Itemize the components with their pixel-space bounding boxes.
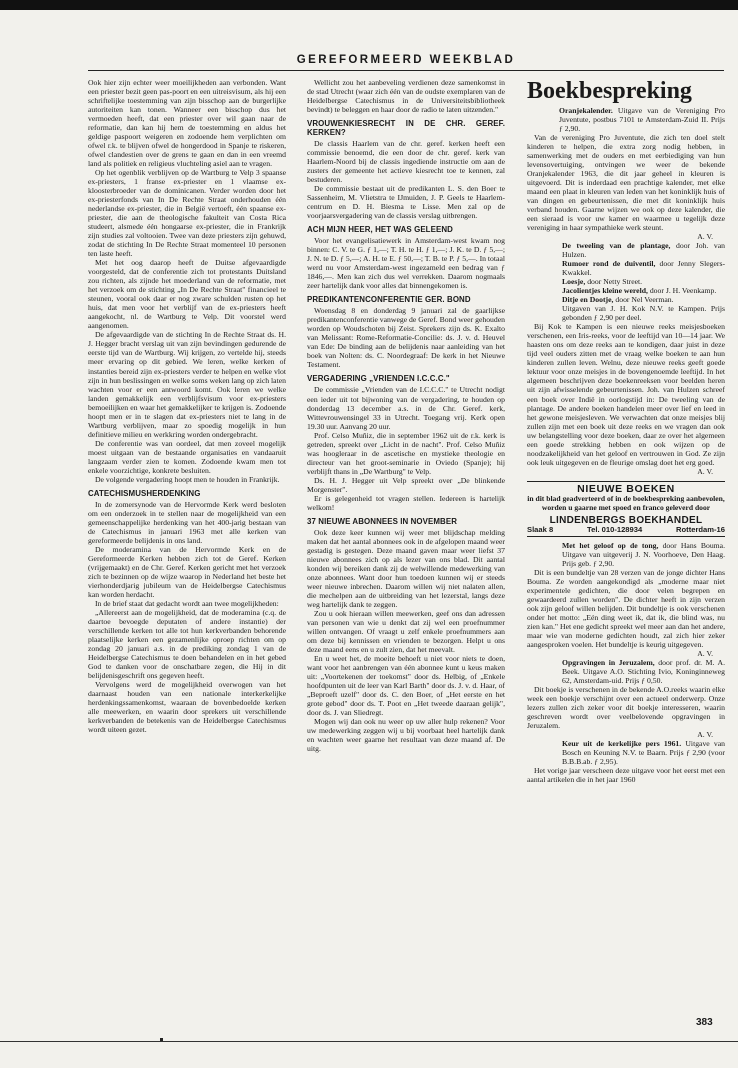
paragraph: De conferentie was van oordeel, dat men zoveel mogelijk moest uitgaan van de bestaande organisaties en vandaaruit langzaam verder zien te komen. Zodoende kwam men tot enkele voorzichtige, konkrete besluiten. (88, 438, 286, 475)
book-title: De tweeling van de plantage, (562, 241, 671, 251)
page-number: 383 (696, 1017, 713, 1028)
book-entry (527, 286, 725, 295)
paragraph: In de zomersynode van de Hervormde Kerk werd besloten om een onderzoek in te stellen naar de mogelijkheid van een gemeenschappelijke herdenking van het 400-jarig bestaan van de Catechismus in januari 1963 met alle kerken van gereformeerde belijdenis in ons land. (88, 499, 286, 545)
book-details: Uitgave van Bosch en Keuning N.V. te Baarn. Prijs ƒ 2,90 (voor B.B.B.ab. ƒ 2,95). (562, 739, 725, 767)
book-entry (527, 241, 725, 259)
section-heading: VROUWENKIESRECHT IN DE CHR. GEREF. KERKEN? (307, 119, 505, 138)
address-phone: Tel. 010-128934 (587, 524, 643, 534)
paragraph: In de brief staat dat gedacht wordt aan twee mogelijkheden: (95, 598, 279, 608)
bottom-rule (0, 1041, 738, 1042)
section-heading: ACH MIJN HEER, HET WAS GELEEND (307, 225, 453, 235)
paragraph: De commissie „Vrienden van de I.C.C.C." te Utrecht nodigt een ieder uit tot bijwoning van de vergadering, te houden op donderdag 13 december a.s. in de Chr. Geref. kerk, Wittevrouwensingel 33 in Utrecht. Toegang vrij. Kerk open 19.30 uur. Aanvang 20 uur. (307, 385, 505, 431)
book-entry (527, 277, 725, 286)
publisher-info: Uitgaven van J. H. Kok N.V. te Kampen. Prijs gebonden ƒ 2,90 per deel. (562, 304, 725, 323)
paragraph: De afgevaardigde van de stichting In de Rechte Straat ds. H. J. Hegger bracht verslag uit van zijn bevindingen gedurende de eerste tijd van de Wartburg. Wij krijgen, zo vertelde hij, steeds meer ervaring op dit gebied. We leren, welke kerken of instanties bereid zijn ex-priesters verder te helpen en welke vlot zijn in hun beslissingen en welke soms weken lang op zich laten wachten voor er een antwoord komt. Ook leren we welke landen gemakkelijk een verblijfsvisum voor ex-priesters bemoeilijken en waar het gemakkelijker te krijgen is. Zodoende hoopt men er in te slagen dat ex-priesters niet te lang in de Wartburg verblijven, maar zo spoedig mogelijk in hun definitieve milieu en werkkring worden ondergebracht. (88, 330, 286, 439)
paragraph: Van de vereniging Pro Juventute, die zich ten doel stelt kinderen te helpen, die extra zorg nodig hebben, in samenwerking met de ouders en met eerbiediging van hun levensovertuiging, ontvingen we weer de bekende Oranjekalender 1963, die dit jaar geheel in kleuren is uitgevoerd. Dit is inderdaad een prachtige kalender, met elke maand een plaat in kleuren van leden van het koninklijk huis of van dingen en gebeurtenissen, die met dit koninklijk huis verband houden. Gaarne wijzen we ook op deze kalender, die een sieraad is voor uw kamer en waarmee u tegelijk deze vereniging in haar sympathieke werk steunt. (527, 133, 725, 233)
paragraph: „Allereerst aan de mogelijkheid, dat de moderamina (c.q. de daartoe bevoegde deputaten of andere instantie) der verschillende kerken tot alle tot hun kerkverbanden behorende plaatselijke kerken een gezamenlijke oproep richten om op zondag 20 januari a.s. in de prediking zondag 1 van de Heidelbergse Catechismus te doen behandelen en in het gebed God te danken voor de onschatbare zegen, die Hij in dit belijdenisgeschrift ons gegeven heeft. (88, 607, 286, 681)
paragraph: Ook deze keer kunnen wij weer met blijdschap melding maken dat het aantal abonnees ook in de afgelopen maand weer gestadig is gestegen. Deze maand gaven maar weer liefst 37 nieuwe abonnees zich op als lezer van ons blad. Dit aantal konden wij bereiken dank zij de welwillende medewerking van onze abonnees. Want door hun toedoen kunnen wij er steeds weer nieuwe inbrechen. Daarom willen wij niet nalaten allen, die mechelpen aan de uitbreiding van het lezerstal, langs deze weg hartelijk dank te zeggen. (307, 527, 505, 609)
paragraph: Ds. H. J. Hegger uit Velp spreekt over „De blinkende Morgenster". (307, 475, 505, 494)
column-3 (527, 78, 725, 784)
section-heading: PREDIKANTENCONFERENTIE GER. BOND (307, 295, 471, 305)
paragraph: Er is gelegenheid tot vragen stellen. Iedereen is hartelijk welkom! (307, 493, 505, 512)
paragraph: De volgende vergadering hoopt men te houden in Frankrijk. (95, 474, 280, 484)
book-entry (527, 541, 725, 568)
book-title: Met het geloof op de tong, (562, 540, 659, 550)
running-header: GEREFORMEERD WEEKBLAD (296, 54, 516, 66)
book-author: door Joh. van Hulzen. (562, 241, 725, 260)
address-city: Rotterdam-16 (676, 524, 725, 534)
paragraph: Dit boekje is verschenen in de bekende A.O.reeks waarin elke week een boekje verschijnt over een actueel onderwerp. Onze lezers zullen zich zeker voor dit boekje interesseren, waarin geschreven wordt over veelbelovende opgravingen in Jeruzalem. (527, 684, 725, 731)
scan-mark (160, 1038, 163, 1041)
book-details: door Hans Bouma. Uitgave van uitgeverij J. N. Voorhoeve, Den Haag. Prijs geb. ƒ 2,90. (562, 540, 725, 568)
header-rule (88, 70, 724, 71)
book-author: door Netty Street. (585, 277, 643, 287)
book-title: Jacolientjes kleine wereld, (562, 286, 648, 296)
citation-details: Uitgave van de Vereniging Pro Juventute, postbus 7101 te Amsterdam-Zuid II. Prijs ƒ 2,90. (559, 106, 725, 134)
signature: A. V. (697, 730, 713, 740)
bookshop-address (527, 525, 725, 537)
column-2 (307, 78, 505, 753)
book-entry (527, 259, 725, 277)
paragraph: Het vorige jaar verscheen deze uitgave voor het eerst met een aantal artikelen die in het jaar 1960 (527, 766, 725, 785)
address-street: Slaak 8 (527, 524, 554, 534)
paragraph: Met het oog daarop heeft de Duitse afgevaardigde voorgesteld, dat de conferentie zich tot protestants Duitsland zou richten, als zijnde het moederland van de reformatie, met het verzoek om de stichting „In De Rechte Straat" financieel te steunen, vooral ook daar er nog zware schulden rusten op het huis, dat men voor het verblijf van de ex-priesters heeft aangekocht, nl. de Wartburg te Velp. Dit voorstel werd aangenomen. (88, 258, 286, 331)
paragraph-text: Mogen wij dan ook nu weer op uw aller hulp rekenen? Voor uw medewerking zeggen wij u bij voorbaat heel hartelijk dank en wachten weer gaarne het resultaat van deze maand af. (307, 717, 505, 745)
paragraph: Voor het evangelisatiewerk in Amsterdam-west kwam nog binnen: C. V. te G. ƒ 1,—; T. H. te H. ƒ 1,—; J. K. te D. ƒ 5,—; J. N. te D. ƒ 5,—; A. H. te E. ƒ 50,—; T. B. te P. ƒ 5,—. In totaal werd nu voor Amsterdam-west ingezameld een bedrag van ƒ 1846,—. Men kan zich dus wel verrekken. Daarom nogmaals zeer hartelijk dank voor alles dat binnengekomen is. (307, 236, 505, 291)
column-1 (88, 78, 286, 734)
signature: A. V. (697, 466, 713, 476)
book-title: Loesje, (562, 277, 586, 287)
top-edge-bar (0, 0, 738, 10)
paragraph: Ook hier zijn echter weer moeilijkheden aan verbonden. Want een priester bezit geen pas-poort en een uitreisvisum, als hij een schriftelijke toestemming van zijn bisschop aan de burgerlijke autoriteiten kan tonen. Wanneer een bisschop dus het vermoeden heeft, dat een priester over wil gaan naar de reformatie, dan kan hij hem de toestemming en aldus het geldige paspoort weigeren en zodoende hem verplichten om ofwel r.k. te blijven ofwel de hongerdood in Spanje te riskeren, ofwel clandestien over de grens te gaan en dan in een vreemd land als politiek en religieus vluchteling asiel aan te vragen. (88, 78, 286, 169)
signature: A. V. (697, 648, 713, 658)
book-entry (527, 739, 725, 766)
bookshop-name: LINDENBERGS BOEKHANDEL (549, 514, 703, 526)
review-citation (527, 106, 725, 133)
book-author: door J. H. Veenkamp. (647, 286, 717, 296)
book-entry (527, 295, 725, 304)
book-author: door Nel Veerman. (613, 295, 674, 305)
paragraph: De commissie bestaat uit de predikanten L. S. den Boer te Sassenheim, M. Vlietstra te IJmuiden, J. P. Geels te Haarlem-centrum en D. H. Biesma te Lisse. Men zal op de voorjaarsvergadering van de classis verslag uitbrengen. (307, 184, 505, 221)
paragraph: Woensdag 8 en donderdag 9 januari zal de gaarlijkse predikantenconferentie vanwege de Geref. Bond weer gehouden worden op Woudschoten bij Zeist. Sprekers zijn ds. K. Exalto van Melissant: Rome-Reformatie-Concilie: ds. J. v. d. Heuvel van Ede: De binding aan de belijdenis naar aanleiding van het boek van Nolten: ds. C. Noordegraaf: De kerk in het Nieuwe Testament. (307, 306, 505, 370)
paragraph: Op het ogenblik verblijven op de Wartburg te Velp 3 spaanse ex-priesters, 1 franse ex-priester en 1 vlaamse ex-kloosterbroeder van de dominicanen. Verder worden door het ex-priesterfonds van In De Rechte Straat onderhouden één nederlandse ex-priester, die in België vertoeft, één spaanse ex-priester, die aan de theologische fakulteit van Costa Rica studeert, alsmede één hongaarse ex-priester, die in Frankrijk zijn studies zal voltooien. Twee van deze priesters zijn gehuwd, zodat de stichting In De Rechte Straat momenteel 10 personen ten laste heeft. (88, 168, 286, 259)
ad-text: in dit blad geadverteerd of in de boekbespreking aanbevolen, worden u gaarne met spoed en franco geleverd door (527, 493, 725, 512)
book-title: Rumoer rond de duiventil, (562, 259, 656, 269)
paragraph: Dit is een bundeltje van 28 verzen van de jonge dichter Hans Bouma. Ze worden aangekondigd als „moderne maar niet experimentele gedichten, die door velen begrepen en gewaardeerd zullen worden". De dichter heeft in zijn verzen ook zijn geloof willen belijden. Dit bundeltje is ook verschenen onder het motto: „Eén ding weet ik, dat ik, die blind was, nu zien kan." Het ene gedicht spreekt wel meer aan dan het andere, maar wie van moderne gedichten houdt, zal zich hier zeker aangesproken voelen. Het bundeltje is keurig uitgegeven. (527, 567, 725, 649)
ad-title: NIEUWE BOEKEN (527, 481, 725, 494)
book-title: Opgravingen in Jeruzalem, (562, 657, 655, 667)
paragraph: Vervolgens werd de mogelijkheid overwogen van het daarnaast houden van een nationale interkerkelijke herdenkingssamenkomst, waaraan de bovenbedoelde kerken alle meewerken, en waarin door sprekers uit verschillende kerkverbanden de betekenis van de Heidelbergse Catechismus wordt uiteen gezet. (88, 680, 286, 735)
book-title: Ditje en Dootje, (562, 295, 614, 305)
section-heading: VERGADERING „VRIENDEN I.C.C.C." (307, 374, 450, 384)
section-heading: 37 NIEUWE ABONNEES IN NOVEMBER (307, 516, 458, 526)
paragraph: De classis Haarlem van de chr. geref. kerken heeft een commissie benoemd, die een door de chr. geref. kerk van Haarlem-Noord bij de classis ingediende instructie om aan de zusters der gemeente het actieve kiesrecht toe te kennen, zal bestuderen. (307, 139, 505, 185)
signature: A. V. (697, 232, 713, 242)
signature: De uitg. (307, 735, 505, 754)
paragraph: Bij Kok te Kampen is een nieuwe reeks meisjesboeken verschenen, een Iris-reeks, voor de leeftijd van 10—14 jaar. We haasten ons om deze reeks aan te kondigen, daar juist in deze tijd veel ouders zitten met de vraag welke boeken te aan hun kinderen zullen leven. Welnu, deze nieuwe reeks geeft goede lektuur voor onze meisjes in de bovengenoemde leeftijd. In het algemeen beschrijven deze boekenreeksen voor beelden heren uit zijn afwisselende gebeurtenissen. Joh. van Hulzen schreef een boek over Indië in oorlogstijd in: De tweeling van de plantage. De andere boeken handelen meer over lief en leed in het gewone meisjesleven. We verwachten dat onze meisjes blij zullen zijn met een boek uit deze reeks en we vragen dan ook uw belangstelling voor deze boeken, daar ze over het algemeen een goede strekking hebben en ook wijzen op de noodzakelijkheid van het geloof en vertrouwen in God. Ze zijn ook leuk uitgegeven en de fleurige omslag doet het erg goed. (527, 322, 725, 467)
section-title: Boekbespreking (527, 78, 692, 104)
book-author: door Jenny Slegers-Kwakkel. (562, 259, 725, 278)
book-title: Keur uit de kerkelijke pers 1961. (562, 739, 682, 749)
book-details: door prof. dr. M. A. Beek. Uitgave A.O. Stichting Ivio, Koninginneweg 62, Amsterdam-uid. Prijs ƒ 0,50. (562, 657, 726, 685)
book-entry (527, 658, 725, 685)
paragraph: De moderamina van de Hervormde Kerk en de Gereformeerde Kerken hebben zich tot de Geref. Kerken (vrijgemaakt) en de Chr. Geref. Kerken gericht met het verzoek zich te bezinnen op de wijze waarop in Nederland het beste het vierhonderdjarig jubileum van de Heidelbergse Catechismus kan worden herdacht. (88, 544, 286, 599)
paragraph: Prof. Celso Muñiz, die in september 1962 uit de r.k. kerk is getreden, spreekt over „Licht in de nacht". Prof. Celso Muñiz was hoogleraar in de ascetische en mystieke theologie en directeur van het groot-seminarie in Oviedo (Spanje); hij verblijft thans in „De Wartburg" te Velp. (307, 430, 505, 476)
paragraph: Wellicht zou het aanbeveling verdienen deze samenkomst in de stad Utrecht (waar zich één van de oudste exemplaren van de Heidelbergse Catechismus in de Universiteitsbibliotheek bevindt) te beleggen en haar door de radio te laten uitzenden." (307, 78, 505, 115)
section-heading: CATECHISMUSHERDENKING (88, 488, 201, 498)
paragraph: Zou u ook hieraan willen meewerken, geef ons dan adressen van personen van wie u denkt dat zij wel een proefnummer willen ontvangen. Of vraagt u zelf enkele proefnummers aan om deze bij kennissen en vrienden te bezorgen. Helpt u ons deze maand eens en u zult zien, dat het meevalt. (307, 608, 505, 654)
book-title: Oranjekalender. (559, 106, 613, 115)
paragraph: En u weet het, de moeite behoeft u niet voor niets te doen, want voor het aanbrengen van één abonnee kunt u keus maken uit: „Voortekenen der toekomst" door ds. Helbig, of „Enkele hoofdpunten uit de leer van Karl Barth" door ds. J. v. d. Haar, of „Beproeft uzelf" door ds. C. den Boer, of „Het eerste en het grote gebod" door ds. T. Poot en „Het tweede daaraan gelijk", door ds. J. van Sliedregt. (307, 653, 505, 718)
paragraph (307, 717, 505, 753)
